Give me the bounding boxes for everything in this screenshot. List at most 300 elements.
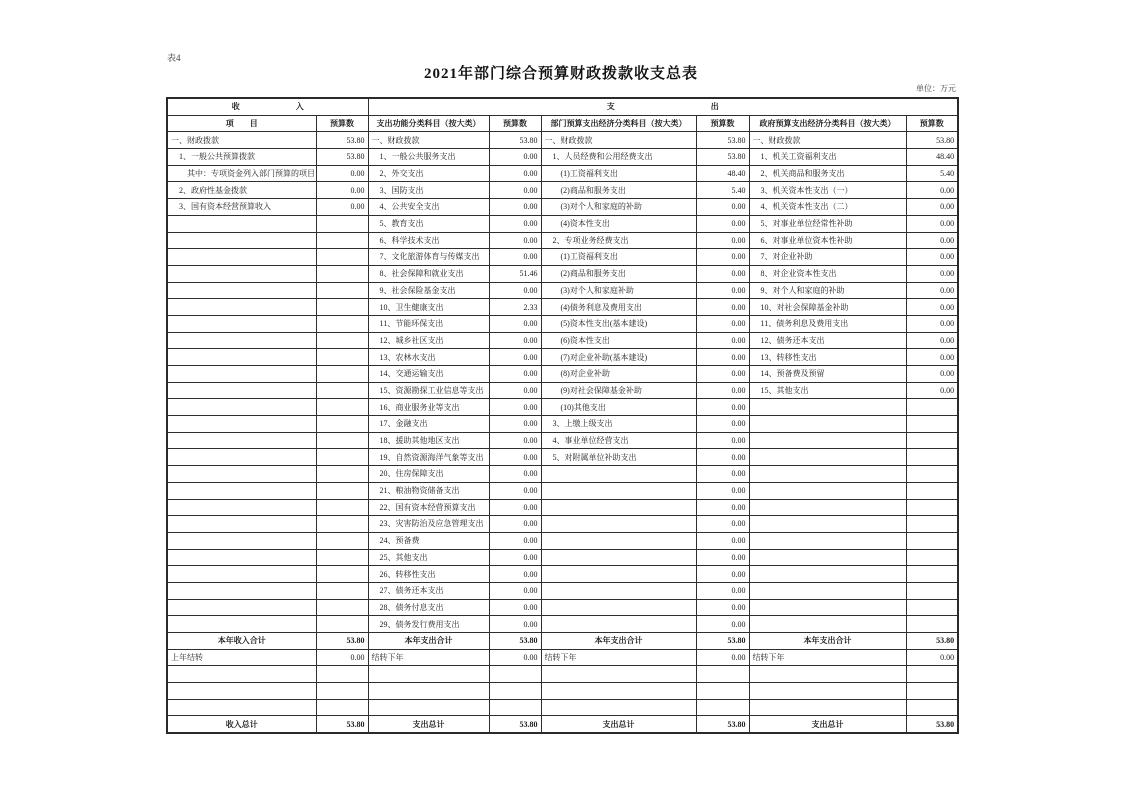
item-label-cell	[749, 499, 906, 516]
item-label-cell: 一、财政拨款	[167, 132, 316, 149]
item-label-cell	[541, 699, 696, 716]
item-label-cell: (5)资本性支出(基本建设)	[541, 315, 696, 332]
item-label-cell: 29、债务发行费用支出	[368, 616, 489, 633]
budget-value-cell: 0.00	[696, 265, 749, 282]
budget-value-cell	[906, 482, 958, 499]
item-label-cell: 其中：专项资金列入部门预算的项目	[167, 165, 316, 182]
table-number-label: 表4	[167, 53, 181, 63]
unit-note: 单位：万元	[916, 84, 956, 93]
table-row	[167, 182, 958, 199]
budget-value-cell: 0.00	[906, 382, 958, 399]
budget-value-cell	[906, 449, 958, 466]
item-label-cell: 8、社会保障和就业支出	[368, 265, 489, 282]
column-header-functional: 支出功能分类科目（按大类）	[368, 115, 489, 132]
item-label-cell: 14、交通运输支出	[368, 366, 489, 383]
item-label-cell: 支出总计	[368, 716, 489, 733]
item-label-cell: 13、转移性支出	[749, 349, 906, 366]
item-label-cell: 一、财政拨款	[749, 132, 906, 149]
budget-value-cell: 0.00	[696, 232, 749, 249]
table-row	[167, 432, 958, 449]
table-row	[167, 666, 958, 683]
budget-value-cell: 0.00	[489, 349, 541, 366]
item-label-cell	[167, 282, 316, 299]
table-row	[167, 132, 958, 149]
item-label-cell	[167, 582, 316, 599]
item-label-cell: 2、机关商品和服务支出	[749, 165, 906, 182]
budget-value-cell: 0.00	[489, 282, 541, 299]
budget-value-cell: 0.00	[696, 215, 749, 232]
budget-value-cell: 0.00	[489, 249, 541, 266]
table-row	[167, 616, 958, 633]
budget-value-cell	[316, 683, 368, 700]
budget-value-cell: 0.00	[906, 249, 958, 266]
budget-value-cell: 0.00	[696, 616, 749, 633]
table-row	[167, 599, 958, 616]
budget-value-cell: 0.00	[316, 165, 368, 182]
budget-value-cell	[316, 215, 368, 232]
budget-value-cell	[696, 683, 749, 700]
table-row	[167, 699, 958, 716]
item-label-cell	[167, 382, 316, 399]
item-label-cell: 10、卫生健康支出	[368, 299, 489, 316]
budget-value-cell	[316, 599, 368, 616]
budget-value-cell	[316, 482, 368, 499]
table-row	[167, 482, 958, 499]
item-label-cell: 1、一般公共预算拨款	[167, 149, 316, 166]
budget-value-cell: 0.00	[489, 582, 541, 599]
item-label-cell: 19、自然资源海洋气象等支出	[368, 449, 489, 466]
budget-value-cell: 53.80	[489, 633, 541, 650]
budget-value-cell	[906, 466, 958, 483]
column-header-budget-4: 预算数	[906, 115, 958, 132]
budget-value-cell: 0.00	[696, 482, 749, 499]
budget-value-cell	[316, 265, 368, 282]
item-label-cell: 18、援助其他地区支出	[368, 432, 489, 449]
budget-value-cell	[316, 232, 368, 249]
item-label-cell: 1、一般公共服务支出	[368, 149, 489, 166]
budget-value-cell: 0.00	[906, 265, 958, 282]
page-title: 2021年部门综合预算财政拨款收支总表	[423, 66, 698, 82]
item-label-cell: 4、公共安全支出	[368, 199, 489, 216]
budget-value-cell: 0.00	[489, 382, 541, 399]
budget-value-cell	[316, 699, 368, 716]
item-label-cell: (2)商品和服务支出	[541, 182, 696, 199]
item-label-cell: 结转下年	[541, 649, 696, 666]
item-label-cell: 1、机关工资福利支出	[749, 149, 906, 166]
item-label-cell: 支出总计	[749, 716, 906, 733]
budget-value-cell	[316, 666, 368, 683]
item-label-cell: (1)工资福利支出	[541, 249, 696, 266]
table-row	[167, 215, 958, 232]
table-row	[167, 299, 958, 316]
item-label-cell: 9、对个人和家庭的补助	[749, 282, 906, 299]
budget-value-cell: 0.00	[696, 566, 749, 583]
item-label-cell	[167, 366, 316, 383]
budget-value-cell: 53.80	[906, 716, 958, 733]
item-label-cell: 15、其他支出	[749, 382, 906, 399]
budget-value-cell: 0.00	[696, 332, 749, 349]
table-row	[167, 349, 958, 366]
budget-value-cell: 0.00	[316, 649, 368, 666]
budget-value-cell: 0.00	[489, 416, 541, 433]
item-label-cell: 本年支出合计	[749, 633, 906, 650]
item-label-cell: (8)对企业补助	[541, 366, 696, 383]
budget-value-cell: 0.00	[489, 532, 541, 549]
budget-value-cell: 0.00	[696, 366, 749, 383]
budget-value-cell	[316, 582, 368, 599]
budget-value-cell: 2.33	[489, 299, 541, 316]
budget-value-cell: 0.00	[489, 499, 541, 516]
item-label-cell	[541, 599, 696, 616]
budget-value-cell: 53.80	[316, 132, 368, 149]
budget-value-cell: 0.00	[489, 466, 541, 483]
table-row	[167, 633, 958, 650]
budget-value-cell	[489, 699, 541, 716]
item-label-cell	[167, 466, 316, 483]
budget-table-body	[167, 132, 958, 733]
budget-value-cell	[316, 549, 368, 566]
budget-value-cell: 53.80	[696, 132, 749, 149]
budget-value-cell	[316, 332, 368, 349]
item-label-cell: 上年结转	[167, 649, 316, 666]
item-label-cell: 14、预备费及预留	[749, 366, 906, 383]
budget-value-cell	[316, 315, 368, 332]
budget-value-cell: 0.00	[316, 199, 368, 216]
income-group-header: 收 入	[167, 98, 368, 115]
budget-value-cell: 0.00	[906, 282, 958, 299]
budget-value-cell: 0.00	[489, 566, 541, 583]
item-label-cell: (9)对社会保障基金补助	[541, 382, 696, 399]
table-row	[167, 399, 958, 416]
table-row	[167, 499, 958, 516]
budget-value-cell	[489, 683, 541, 700]
budget-value-cell: 0.00	[489, 232, 541, 249]
item-label-cell	[749, 549, 906, 566]
budget-value-cell	[906, 582, 958, 599]
budget-value-cell: 0.00	[489, 315, 541, 332]
budget-value-cell: 0.00	[906, 199, 958, 216]
item-label-cell: (6)资本性支出	[541, 332, 696, 349]
budget-value-cell: 0.00	[696, 599, 749, 616]
budget-value-cell: 53.80	[489, 132, 541, 149]
budget-value-cell	[696, 666, 749, 683]
budget-value-cell: 0.00	[696, 399, 749, 416]
item-label-cell: 收入总计	[167, 716, 316, 733]
budget-value-cell	[316, 616, 368, 633]
table-row	[167, 683, 958, 700]
item-label-cell	[167, 516, 316, 533]
item-label-cell: (2)商品和服务支出	[541, 265, 696, 282]
item-label-cell: 3、国防支出	[368, 182, 489, 199]
budget-value-cell: 0.00	[906, 215, 958, 232]
item-label-cell	[541, 566, 696, 583]
item-label-cell: 一、财政拨款	[368, 132, 489, 149]
budget-value-cell	[906, 399, 958, 416]
budget-value-cell: 0.00	[696, 549, 749, 566]
item-label-cell: (3)对个人和家庭补助	[541, 282, 696, 299]
column-header-budget-2: 预算数	[489, 115, 541, 132]
column-header-budget-1: 预算数	[316, 115, 368, 132]
budget-value-cell: 0.00	[696, 466, 749, 483]
table-row	[167, 566, 958, 583]
budget-value-cell	[316, 416, 368, 433]
budget-value-cell: 53.80	[316, 633, 368, 650]
item-label-cell: 本年收入合计	[167, 633, 316, 650]
budget-value-cell: 5.40	[696, 182, 749, 199]
item-label-cell	[368, 699, 489, 716]
item-label-cell: 25、其他支出	[368, 549, 489, 566]
item-label-cell: 24、预备费	[368, 532, 489, 549]
table-row	[167, 466, 958, 483]
item-label-cell	[368, 666, 489, 683]
budget-value-cell: 0.00	[696, 649, 749, 666]
table-row	[167, 332, 958, 349]
item-label-cell	[541, 532, 696, 549]
table-row	[167, 165, 958, 182]
budget-value-cell: 53.80	[696, 149, 749, 166]
table-row	[167, 449, 958, 466]
budget-value-cell: 53.80	[906, 633, 958, 650]
item-label-cell	[749, 532, 906, 549]
table-row	[167, 516, 958, 533]
item-label-cell	[167, 332, 316, 349]
item-label-cell: 12、城乡社区支出	[368, 332, 489, 349]
budget-value-cell: 0.00	[489, 366, 541, 383]
item-label-cell	[167, 432, 316, 449]
item-label-cell: 7、对企业补助	[749, 249, 906, 266]
budget-value-cell: 0.00	[489, 616, 541, 633]
budget-value-cell: 0.00	[696, 349, 749, 366]
item-label-cell	[167, 399, 316, 416]
budget-value-cell: 48.40	[906, 149, 958, 166]
item-label-cell	[167, 566, 316, 583]
item-label-cell	[541, 582, 696, 599]
item-label-cell: 6、对事业单位资本性补助	[749, 232, 906, 249]
budget-value-cell	[316, 382, 368, 399]
budget-value-cell	[316, 299, 368, 316]
budget-value-cell: 0.00	[696, 249, 749, 266]
budget-value-cell: 0.00	[906, 315, 958, 332]
budget-value-cell: 0.00	[696, 449, 749, 466]
item-label-cell	[749, 616, 906, 633]
item-label-cell: (4)债务利息及费用支出	[541, 299, 696, 316]
item-label-cell	[167, 315, 316, 332]
item-label-cell	[167, 683, 316, 700]
item-label-cell	[541, 683, 696, 700]
item-label-cell	[541, 516, 696, 533]
budget-value-cell: 0.00	[906, 182, 958, 199]
table-row	[167, 416, 958, 433]
budget-value-cell: 5.40	[906, 165, 958, 182]
item-label-cell: (10)其他支出	[541, 399, 696, 416]
budget-value-cell: 0.00	[696, 315, 749, 332]
item-label-cell	[167, 532, 316, 549]
item-label-cell: 一、财政拨款	[541, 132, 696, 149]
item-label-cell	[368, 683, 489, 700]
item-label-cell	[541, 499, 696, 516]
item-label-cell: 8、对企业资本性支出	[749, 265, 906, 282]
item-label-cell: 支出总计	[541, 716, 696, 733]
column-header-budget-3: 预算数	[696, 115, 749, 132]
item-label-cell: 3、国有资本经营预算收入	[167, 199, 316, 216]
table-row	[167, 366, 958, 383]
table-row	[167, 149, 958, 166]
item-label-cell: 6、科学技术支出	[368, 232, 489, 249]
budget-value-cell: 0.00	[696, 582, 749, 599]
item-label-cell: 4、事业单位经营支出	[541, 432, 696, 449]
table-row	[167, 199, 958, 216]
budget-value-cell: 0.00	[489, 182, 541, 199]
item-label-cell: 结转下年	[749, 649, 906, 666]
budget-value-cell	[489, 666, 541, 683]
item-label-cell: 7、文化旅游体育与传媒支出	[368, 249, 489, 266]
item-label-cell	[749, 432, 906, 449]
table-row	[167, 382, 958, 399]
budget-value-cell: 0.00	[696, 532, 749, 549]
budget-value-cell	[906, 516, 958, 533]
budget-value-cell	[906, 666, 958, 683]
item-label-cell	[167, 482, 316, 499]
table-header	[167, 98, 958, 132]
budget-value-cell	[906, 416, 958, 433]
table-row	[167, 282, 958, 299]
item-label-cell	[749, 582, 906, 599]
budget-value-cell	[906, 616, 958, 633]
item-label-cell: 2、专项业务经费支出	[541, 232, 696, 249]
item-label-cell: 5、对事业单位经常性补助	[749, 215, 906, 232]
item-label-cell: 11、节能环保支出	[368, 315, 489, 332]
item-label-cell: 9、社会保险基金支出	[368, 282, 489, 299]
item-label-cell: 28、债务付息支出	[368, 599, 489, 616]
budget-value-cell: 0.00	[489, 199, 541, 216]
budget-value-cell	[316, 282, 368, 299]
budget-value-cell: 0.00	[696, 499, 749, 516]
budget-value-cell: 0.00	[489, 399, 541, 416]
item-label-cell: 4、机关资本性支出（二）	[749, 199, 906, 216]
item-label-cell: 11、债务利息及费用支出	[749, 315, 906, 332]
item-label-cell: (7)对企业补助(基本建设)	[541, 349, 696, 366]
item-label-cell	[749, 466, 906, 483]
item-label-cell	[749, 666, 906, 683]
item-label-cell	[749, 566, 906, 583]
budget-value-cell: 53.80	[316, 716, 368, 733]
item-label-cell: 2、外交支出	[368, 165, 489, 182]
budget-value-cell	[906, 549, 958, 566]
item-label-cell	[541, 666, 696, 683]
item-label-cell	[167, 449, 316, 466]
item-label-cell	[749, 399, 906, 416]
item-label-cell: 27、债务还本支出	[368, 582, 489, 599]
budget-value-cell	[316, 399, 368, 416]
item-label-cell: (3)对个人和家庭的补助	[541, 199, 696, 216]
item-label-cell	[749, 599, 906, 616]
budget-value-cell: 48.40	[696, 165, 749, 182]
item-label-cell	[167, 299, 316, 316]
item-label-cell: 3、上缴上级支出	[541, 416, 696, 433]
budget-value-cell	[316, 249, 368, 266]
budget-value-cell: 0.00	[489, 599, 541, 616]
item-label-cell	[167, 549, 316, 566]
budget-value-cell	[316, 466, 368, 483]
budget-value-cell	[316, 349, 368, 366]
item-label-cell	[541, 616, 696, 633]
item-label-cell: 12、债务还本支出	[749, 332, 906, 349]
item-label-cell: 10、对社会保障基金补助	[749, 299, 906, 316]
budget-value-cell	[906, 683, 958, 700]
budget-value-cell	[316, 532, 368, 549]
budget-value-cell: 53.80	[316, 149, 368, 166]
item-label-cell	[167, 499, 316, 516]
item-label-cell	[749, 449, 906, 466]
item-label-cell: 21、粮油物资储备支出	[368, 482, 489, 499]
budget-value-cell	[316, 366, 368, 383]
item-label-cell: 本年支出合计	[541, 633, 696, 650]
table-row	[167, 265, 958, 282]
item-label-cell	[749, 416, 906, 433]
table-row	[167, 716, 958, 733]
item-label-cell: (4)资本性支出	[541, 215, 696, 232]
budget-value-cell: 0.00	[696, 199, 749, 216]
budget-value-cell: 53.80	[906, 132, 958, 149]
item-label-cell	[167, 666, 316, 683]
budget-value-cell: 0.00	[489, 165, 541, 182]
table-row	[167, 582, 958, 599]
item-label-cell	[167, 249, 316, 266]
budget-value-cell: 0.00	[489, 516, 541, 533]
budget-value-cell	[316, 432, 368, 449]
item-label-cell	[749, 699, 906, 716]
budget-value-cell: 0.00	[489, 149, 541, 166]
item-label-cell: 16、商业服务业等支出	[368, 399, 489, 416]
item-label-cell: 结转下年	[368, 649, 489, 666]
item-label-cell: 5、对附属单位补助支出	[541, 449, 696, 466]
item-label-cell	[167, 616, 316, 633]
item-label-cell	[541, 466, 696, 483]
column-header-item: 项 目	[167, 115, 316, 132]
group-header-row	[167, 98, 958, 115]
budget-value-cell	[906, 432, 958, 449]
item-label-cell: 1、人员经费和公用经费支出	[541, 149, 696, 166]
budget-value-cell	[316, 499, 368, 516]
budget-value-cell: 0.00	[696, 382, 749, 399]
item-label-cell	[167, 265, 316, 282]
budget-value-cell: 53.80	[696, 633, 749, 650]
budget-value-cell: 51.46	[489, 265, 541, 282]
budget-value-cell	[906, 499, 958, 516]
budget-value-cell	[316, 449, 368, 466]
budget-value-cell	[696, 699, 749, 716]
item-label-cell: 22、国有资本经营预算支出	[368, 499, 489, 516]
item-label-cell	[749, 683, 906, 700]
budget-value-cell: 0.00	[489, 432, 541, 449]
item-label-cell: 5、教育支出	[368, 215, 489, 232]
item-label-cell	[167, 232, 316, 249]
item-label-cell: 本年支出合计	[368, 633, 489, 650]
item-label-cell: 13、农林水支出	[368, 349, 489, 366]
item-label-cell	[167, 215, 316, 232]
budget-value-cell: 0.00	[489, 215, 541, 232]
budget-value-cell: 0.00	[906, 332, 958, 349]
item-label-cell: 20、住房保障支出	[368, 466, 489, 483]
budget-value-cell	[906, 699, 958, 716]
budget-value-cell: 0.00	[489, 649, 541, 666]
item-label-cell: 3、机关资本性支出（一）	[749, 182, 906, 199]
budget-value-cell: 53.80	[489, 716, 541, 733]
table-row	[167, 249, 958, 266]
item-label-cell	[541, 482, 696, 499]
budget-value-cell: 0.00	[489, 332, 541, 349]
item-label-cell	[167, 699, 316, 716]
